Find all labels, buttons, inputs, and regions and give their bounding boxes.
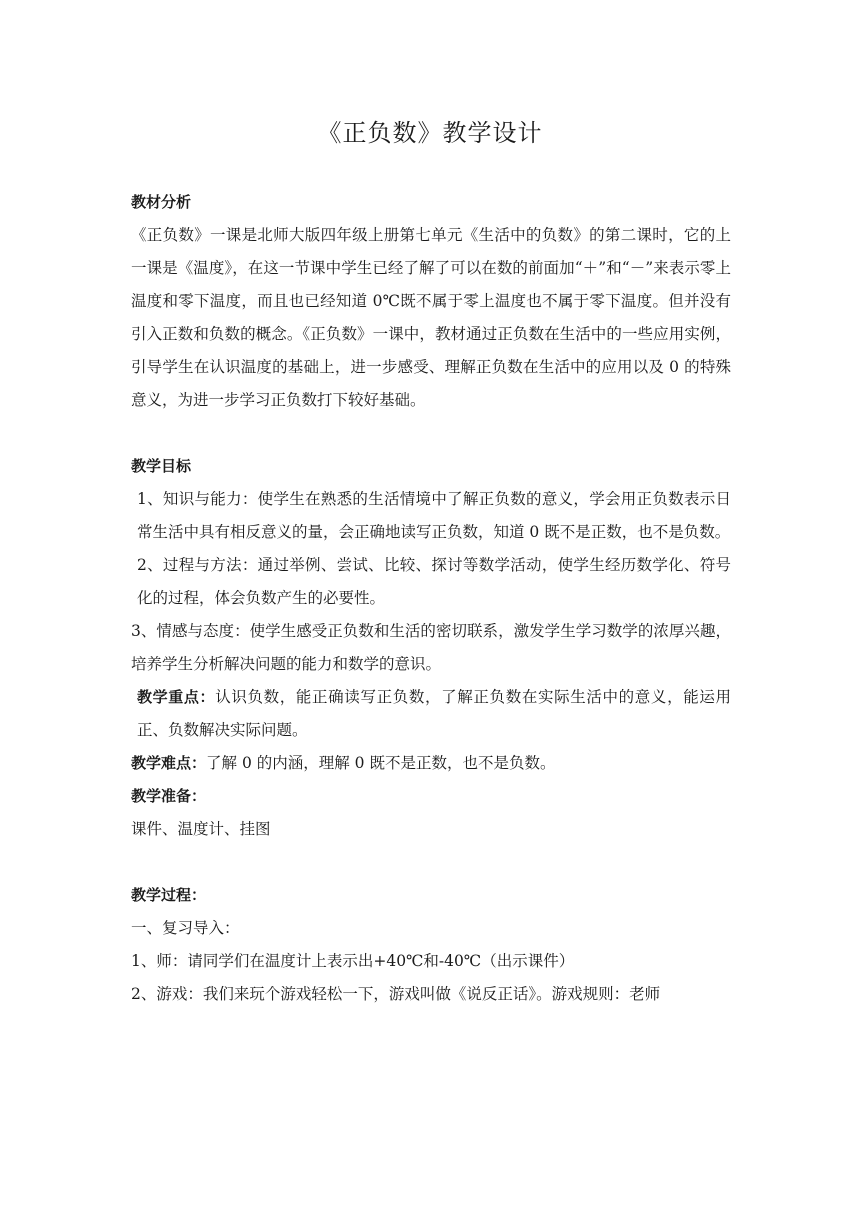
difficulty-label: 教学难点： (131, 754, 207, 772)
paragraph-analysis: 《正负数》一课是北师大版四年级上册第七单元《生活中的负数》的第二课时，它的上一课是《温度》，在这一节课中学生已经了解了可以在数的前面加“＋”和“－”来表示零上温度和零下温度，而且也已经知道 0℃既不属于零上温度也不属于零下温度。但并没有引入正数和负数的概念。《正负数》一课中，教材通过正负数在生活中的一些应用实例，引导学生在认识温度的基础上，进一步感受、理解正负数在生活中的应用以及 0 的特殊意义，为进一步学习正负数打下较好基础。 (131, 226, 731, 409)
process-step-3: 2、游戏：我们来玩个游戏轻松一下，游戏叫做《说反正话》。游戏规则：老师 (131, 985, 661, 1003)
process-step-2: 1、师：请同学们在温度计上表示出+40℃和-40℃（出示课件） (131, 952, 575, 970)
key-point-label: 教学重点： (137, 688, 216, 706)
goal-item-2: 2、过程与方法：通过举例、尝试、比较、探讨等数学活动，使学生经历数学化、符号化的过程，体会负数产生的必要性。 (137, 556, 731, 607)
document-body (131, 186, 731, 1011)
preparation-text: 课件、温度计、挂图 (131, 820, 271, 838)
section-heading-goals: 教学目标 (131, 457, 192, 475)
process-step-1: 一、复习导入： (131, 919, 240, 937)
difficulty-text: 了解 0 的内涵，理解 0 既不是正数，也不是负数。 (206, 754, 556, 772)
key-point-text: 认识负数，能正确读写正负数，了解正负数在实际生活中的意义，能运用正、负数解决实际问题。 (137, 688, 731, 739)
difficulty-paragraph (131, 747, 731, 780)
goal-item-1: 1、知识与能力：使学生在熟悉的生活情境中了解正负数的意义，学会用正负数表示日常生活中具有相反意义的量，会正确地读写正负数，知道 0 既不是正数，也不是负数。 (137, 490, 731, 541)
spacer (131, 846, 731, 879)
document-title: 《正负数》教学设计 (317, 119, 543, 147)
preparation-label: 教学准备： (131, 787, 207, 805)
goal-item-3: 3、情感与态度：使学生感受正负数和生活的密切联系，激发学生学习数学的浓厚兴趣，培养学生分析解决问题的能力和数学的意识。 (131, 622, 731, 673)
section-heading-analysis: 教材分析 (131, 193, 192, 211)
section-heading-process: 教学过程： (131, 886, 207, 904)
spacer (131, 417, 731, 450)
key-point-paragraph (131, 681, 731, 747)
